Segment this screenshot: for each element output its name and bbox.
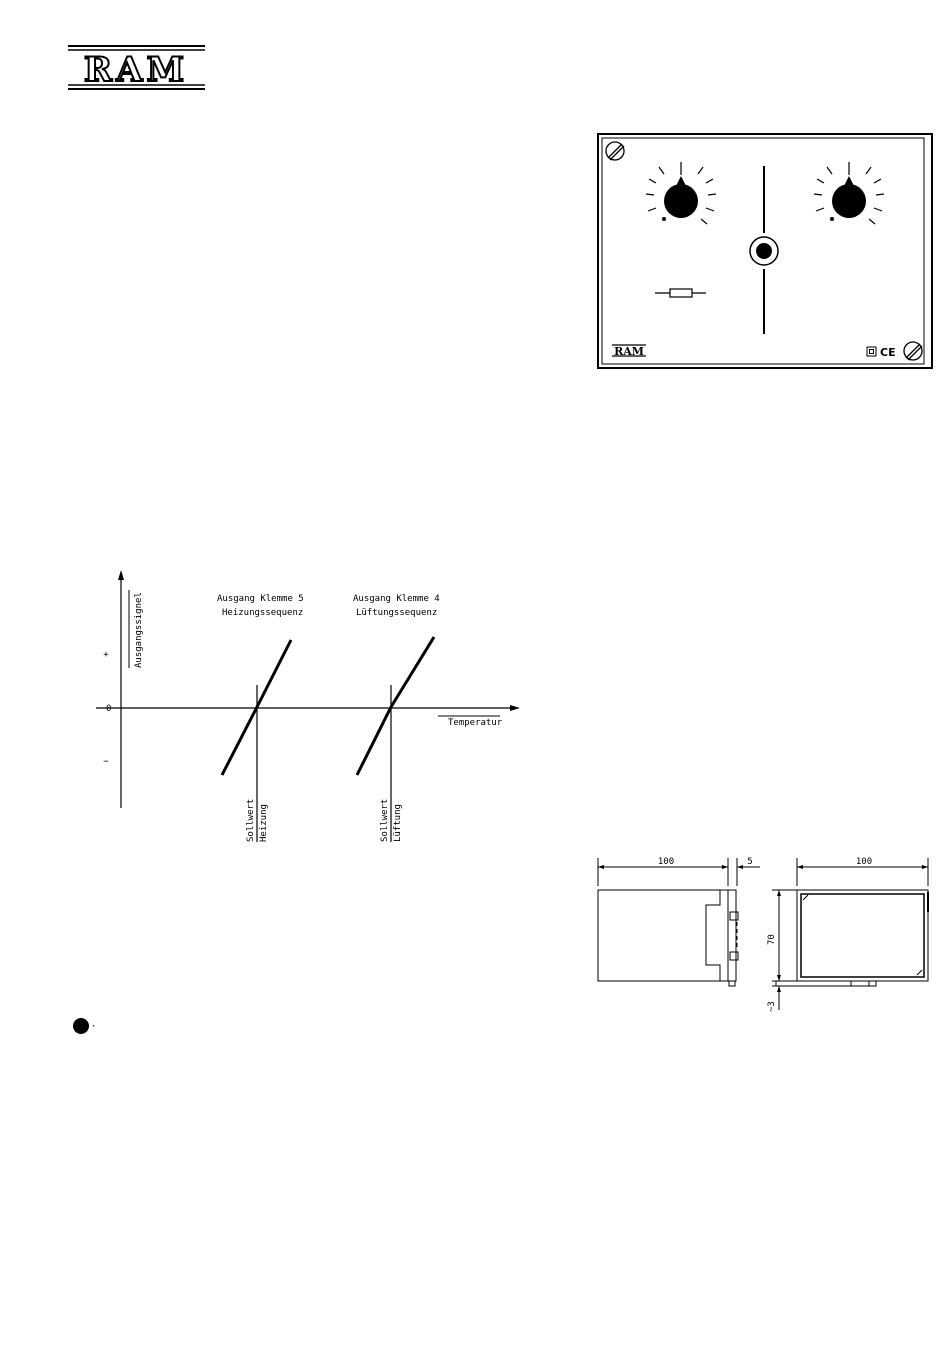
characteristic-graph xyxy=(96,570,520,842)
base-offset-dimension: ~3 xyxy=(767,1001,777,1012)
ce-mark: CE xyxy=(880,346,896,359)
screw-icon xyxy=(904,342,922,360)
heating-curve-upper xyxy=(257,640,291,707)
indicator-led-icon xyxy=(750,237,778,265)
side-width-dimension: 100 xyxy=(657,857,675,867)
output-5-sequence: Heizungssequenz xyxy=(222,608,304,618)
heating-curve-lower xyxy=(222,707,257,775)
panel-brand-label xyxy=(612,345,646,358)
logo-text: RAM xyxy=(83,50,189,90)
double-insulation-icon xyxy=(867,347,876,356)
output-4-title: Ausgang Klemme 4 xyxy=(353,594,440,604)
y-tick-minus: − xyxy=(103,757,109,767)
ventilation-curve-lower xyxy=(357,707,391,775)
dimension-drawings xyxy=(598,857,928,1012)
setpoint-knob-right xyxy=(814,162,884,224)
panel-brand-text: RAM xyxy=(614,345,644,358)
y-axis-label: Ausgangssignel xyxy=(134,592,144,668)
bullet-icon xyxy=(73,1018,89,1034)
output-4-sequence: Lüftungssequenz xyxy=(356,608,438,618)
x-axis-label: Temperatur xyxy=(448,718,503,728)
height-dimension: 70 xyxy=(767,934,777,945)
screw-icon xyxy=(606,142,624,160)
ventilation-curve-upper xyxy=(391,637,434,707)
fuse-icon xyxy=(655,289,706,297)
footnote-dot: · xyxy=(91,1022,97,1032)
setpoint-ventilation-label-2: Lüftung xyxy=(393,804,403,842)
rail-depth-dimension: 5 xyxy=(747,857,753,867)
y-tick-zero: 0 xyxy=(106,704,112,714)
setpoint-heating-label-1: Sollwert xyxy=(246,798,256,842)
front-view-drawing xyxy=(767,857,928,1012)
ram-logo xyxy=(68,46,205,90)
setpoint-ventilation-label-1: Sollwert xyxy=(380,798,390,842)
output-5-title: Ausgang Klemme 5 xyxy=(217,594,304,604)
footnote-marker xyxy=(73,1018,96,1034)
side-view-drawing xyxy=(598,857,760,986)
front-panel-drawing xyxy=(598,134,932,368)
setpoint-knob-left xyxy=(646,162,716,224)
setpoint-heating-label-2: Heizung xyxy=(259,804,269,842)
y-tick-plus: + xyxy=(103,650,109,660)
front-width-dimension: 100 xyxy=(855,857,873,867)
